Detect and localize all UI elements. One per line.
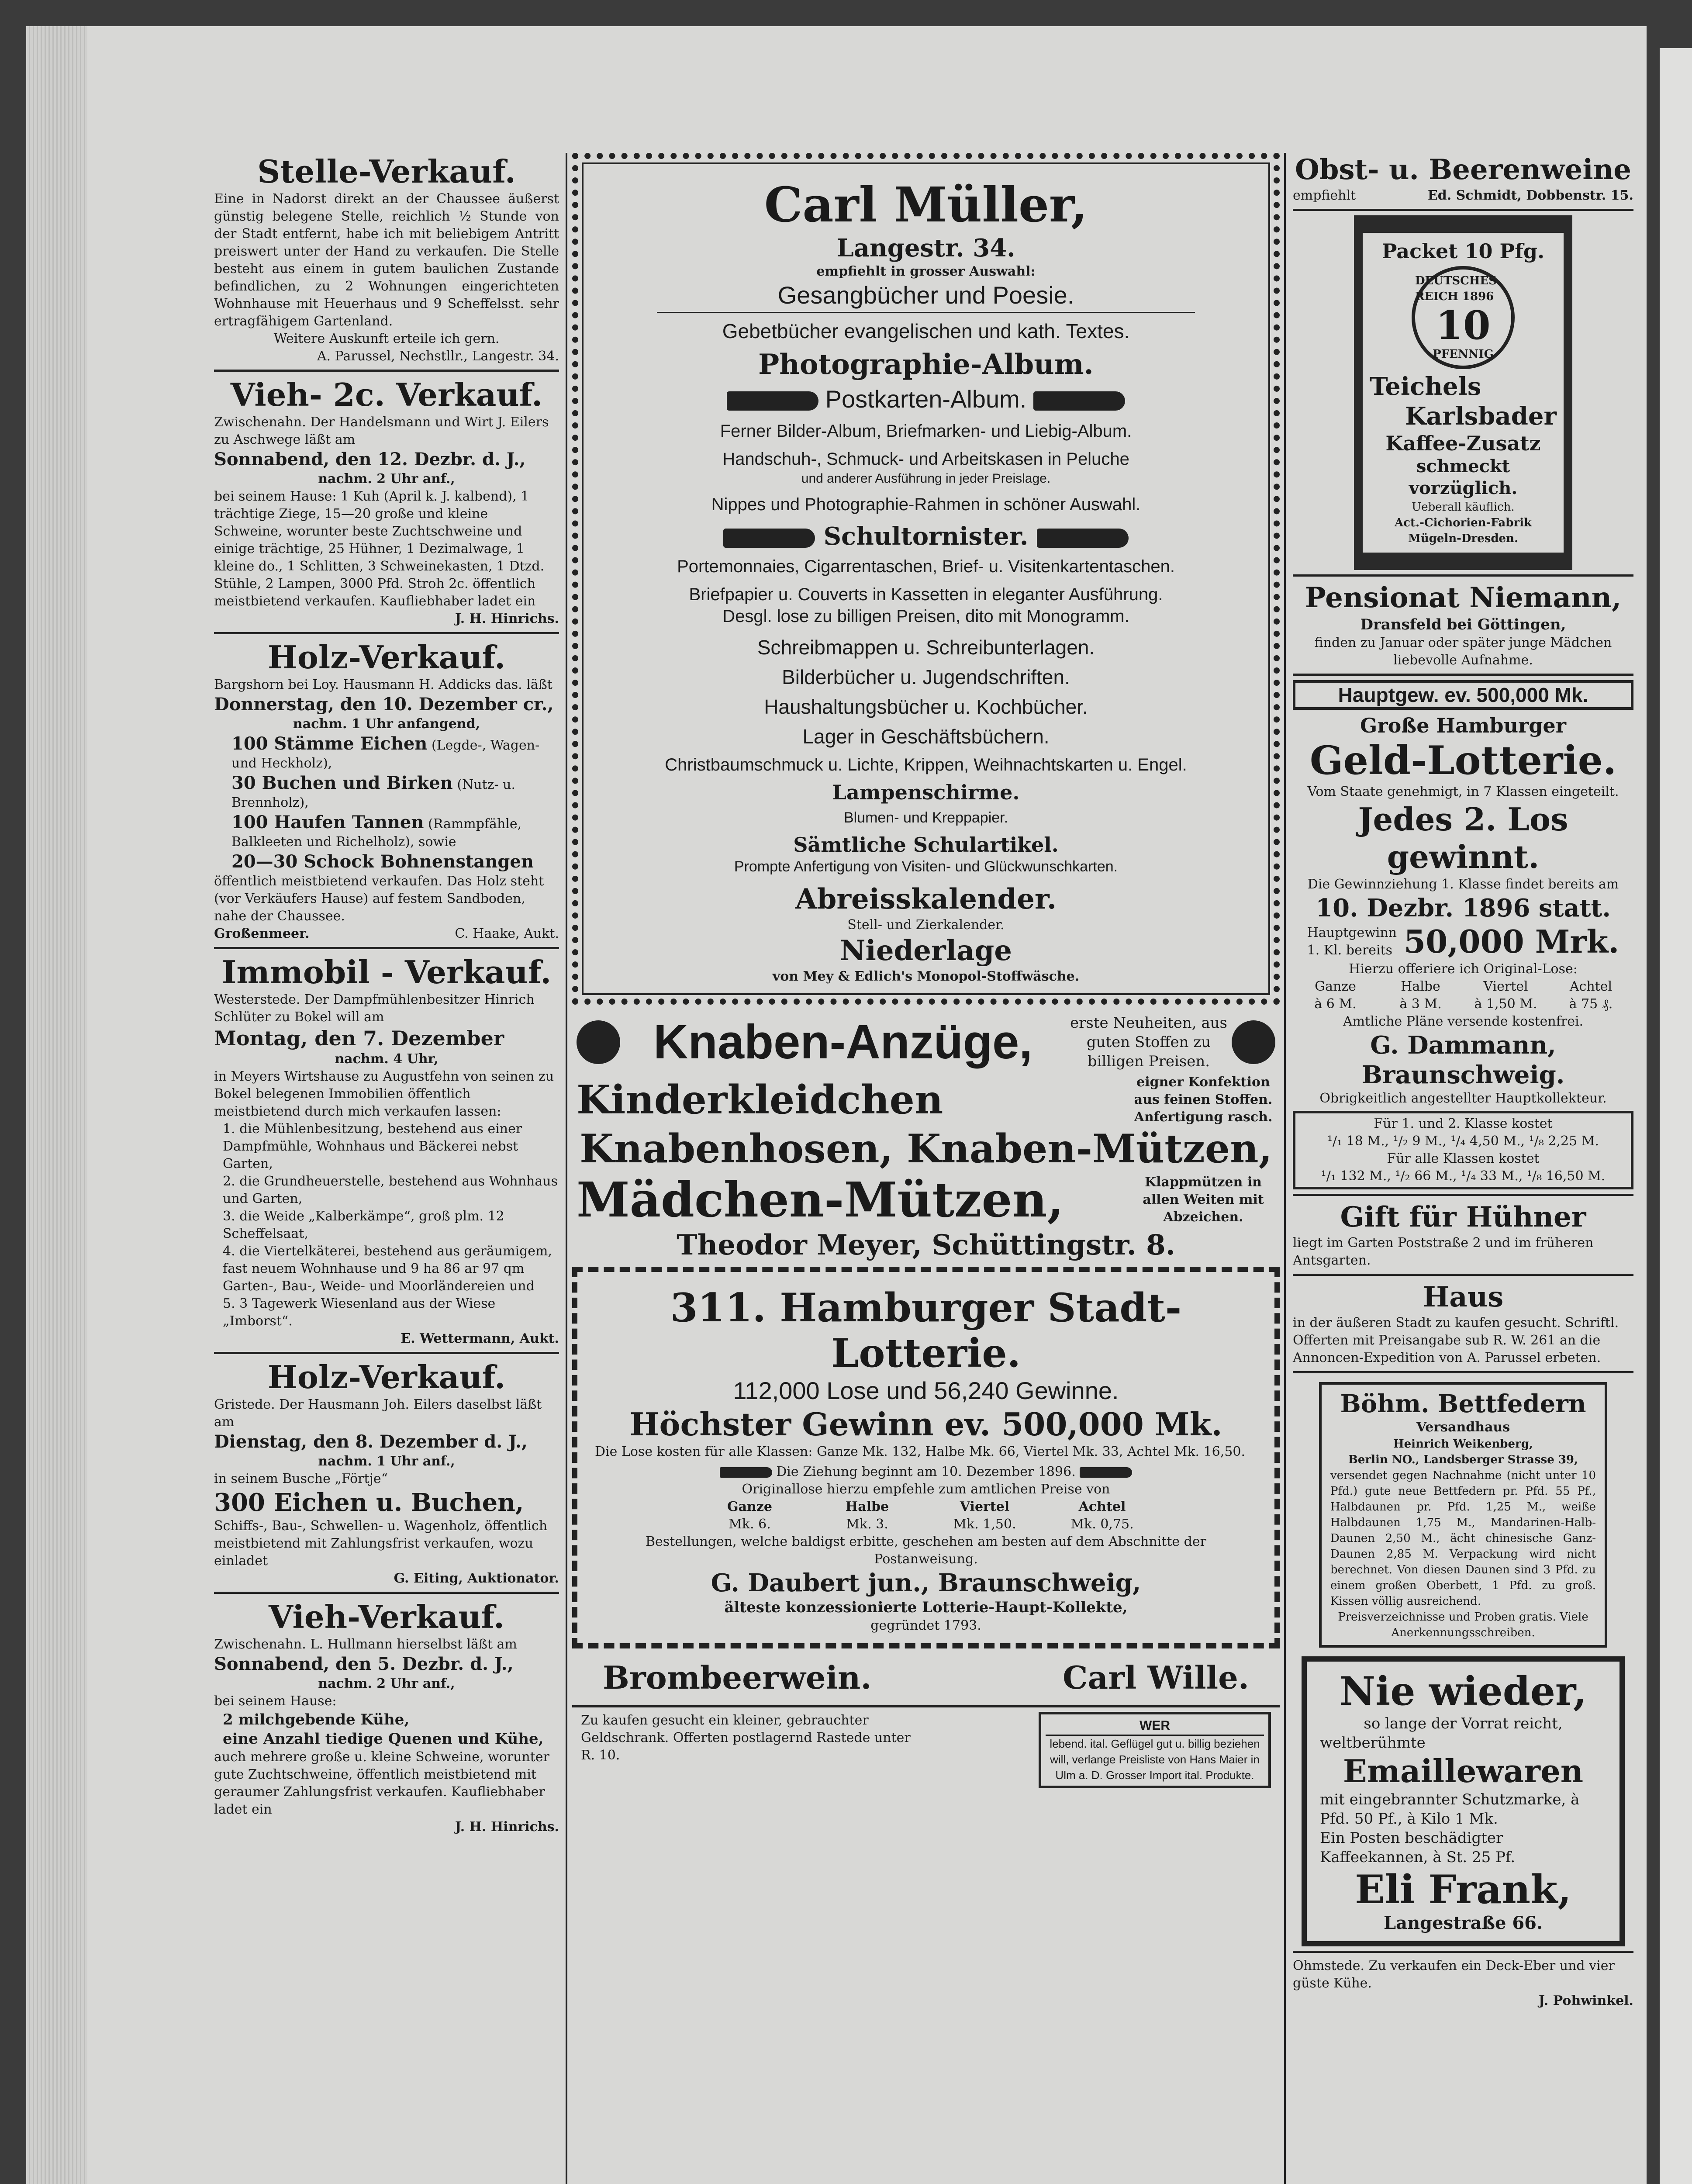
ad-geldschrank: Zu kaufen gesucht ein kleiner, gebrauchter Geldschrank. Offerten postlagernd Rastede unter R. 10. [581,1713,911,1763]
ad-subtitle: empfiehlt in grosser Auswahl: [816,264,1036,279]
ad-line: Act.-Cichorien-Fabrik Mügeln-Dresden. [1395,516,1532,545]
ad-signature: J. Pohwinkel. [1538,1993,1633,2008]
price-table-row [691,1516,1161,1533]
ad-body: versendet gegen Nachnahme (nicht unter 10 Pfd.) gute neue Bettfedern pr. Pfd. 55 Pf., Halbdaunen pr. Pfd. 1,25 M., weiße Halbdaunen 1,75 M., Mandarinen-Halb-Daunen 2,50 M., ächt chinesische Ganz-Daunen 2,85 M. Verpackung wird nicht berechnet. Von diesen Daunen sind 3 Pfd. zu einem großen Oberbett, 1 Pfd. zu groß. Kissen völlig ausreichend. [1330,1469,1596,1608]
ad-headline: Knaben-Anzüge, [653,1015,1032,1069]
ad-line: Lampenschirme. [832,781,1020,804]
table-cell: Ganze [1315,979,1356,994]
ad-headline: Emaillewaren [1343,1752,1584,1790]
ad-ohmstede [1293,1957,1633,2010]
ad-line: Handschuh-, Schmuck- und Arbeitskasen in Peluche [722,449,1129,469]
ad-banner: Packet 10 Pfg. [1381,239,1545,263]
lot-pines-detail: (Rammpfähle, Balkleeten und Richelholz), sowie [231,816,522,850]
ad-line: Für alle Klassen kostet [1387,1151,1540,1166]
price-box [1293,1111,1633,1189]
ad-carl-wille [572,1648,1280,1701]
divider [214,1352,559,1354]
ad-line: Portemonnaies, Cigarrentaschen, Brief- u. Visitenkartentaschen. [677,557,1175,576]
divider [1293,574,1633,577]
ad-line: Kaffee-Zusatz [1385,432,1541,455]
ad-headline: 50,000 Mrk. [1404,923,1619,960]
ad-pensionat-niemann [1293,581,1633,669]
item-list [214,1120,559,1330]
ad-note: Klappmützen in allen Weiten mit Abzeichen. [1143,1175,1264,1225]
price-table-row [1293,995,1633,1013]
ad-signature: J. H. Hinrichs. [455,611,559,626]
ad-hamburger-stadt-lotterie [572,1267,1280,1648]
ad-line: ¹/₁ 18 M., ¹/₂ 9 M., ¹/₄ 4,50 M., ¹/₈ 2,25 M. [1327,1133,1599,1149]
lot-beech: 30 Buchen und Birken [231,773,453,793]
ad-body: Ohmstede. Zu verkaufen ein Deck-Eber und vier güste Kühe. [1293,1958,1615,1991]
ad-headline: Knabenhosen, Knaben-Mützen, [580,1126,1272,1172]
table-cell: à 75 ₰. [1569,996,1613,1012]
ad-title: Haus [1423,1281,1504,1313]
ad-address: Langestr. 34. [836,234,1015,263]
ad-gift-fuer-huehner [1293,1200,1633,1269]
divider [572,1705,1280,1707]
ad-line: Stell- und Zierkalender. [847,917,1005,933]
ad-line: Niederlage [840,934,1012,967]
ad-title: Pensionat Niemann, [1305,581,1622,614]
list-item: 4. die Viertelkäterei, bestehend aus geräumigem, fast neuem Wohnhause und 9 ha 86 ar 97 qm Garten-, Bau-, Weide- und Moorländereien und [223,1244,552,1294]
ad-title: Holz-Verkauf. [267,1358,506,1396]
table-cell: Viertel [960,1499,1010,1514]
divider [214,632,559,634]
ad-title: Geld-Lotterie. [1309,737,1617,784]
table-cell: Halbe [845,1499,889,1514]
ad-date: Donnerstag, den 10. Dezember cr., [214,694,554,715]
ad-line: Teichels [1370,372,1481,401]
bullet-dot-icon [577,1020,620,1064]
ad-line: Schultornister. [823,522,1029,551]
ad-line: Ferner Bilder-Album, Briefmarken- und Liebig-Album. [720,422,1132,441]
lot-oaks: 100 Stämme Eichen [231,733,428,754]
table-cell: à 6 M. [1314,996,1357,1012]
table-cell: à 1,50 M. [1474,996,1537,1012]
divider [1293,1194,1633,1196]
ad-banner: Hauptgew. ev. 500,000 Mk. [1293,680,1633,710]
ad-signature: E. Wettermann, Aukt. [401,1331,559,1346]
next-page-edge [1660,48,1692,2184]
table-cell: Mk. 3. [846,1517,888,1532]
divider [1293,1371,1633,1373]
ad-firm-sub: älteste konzessionierte Lotterie-Haupt-Kollekte, [724,1599,1128,1616]
lot-heifers: eine Anzahl tiedige Quenen und Kühe, [223,1730,544,1748]
ad-title: Stelle-Verkauf. [257,153,516,190]
ad-date: Montag, den 7. Dezember [214,1026,504,1050]
column-rule-left [566,153,567,2184]
ad-firm-sub: Obrigkeitlich angestellter Hauptkollekteur. [1319,1091,1607,1106]
ad-line: Für 1. und 2. Klasse kostet [1374,1116,1553,1131]
ad-line: Bilderbücher u. Jugendschriften. [782,666,1070,688]
ad-line: Photographie-Album. [758,348,1094,381]
ad-line: weltberühmte [1320,1734,1426,1752]
divider [1293,209,1633,211]
ad-headline: Kinderkleidchen [577,1077,943,1123]
divider [657,312,1195,313]
ad-body: Eine in Nadorst direkt an der Chaussee äußerst günstig belegene Stelle, reichlich ½ Stunde von der Stadt entfernt, habe ich mit beliebigem Antritt preiswert unter der Hand zu verkaufen. Die Stelle besteht aus einem in gutem baulichen Zustande befindlichen, zu 2 Wohnungen eingerichteten Wohnhause mit Heuerhaus und 9 Scheffelsst. sehr ertragfähigem Gartenland. [214,191,559,329]
ad-line: schmeckt [1416,456,1510,477]
ad-place: Großenmeer. [214,926,310,941]
ad-firm: G. Daubert jun., Braunschweig, [711,1569,1141,1597]
ad-founded: gegründet 1793. [870,1618,981,1633]
ad-body: Die Lose kosten für alle Klassen: Ganze Mk. 132, Halbe Mk. 66, Viertel Mk. 33, Achtel Mk. 16,50. [595,1444,1245,1459]
pointing-hand-icon [1033,391,1125,411]
divider [1293,674,1633,676]
ad-line: Gesangbücher und Poesie. [777,281,1074,309]
ad-line: mit eingebrannter Schutzmarke, à Pfd. 50 Pf., à Kilo 1 Mk. [1320,1791,1580,1828]
ad-signature: G. Eiting, Auktionator. [394,1571,559,1586]
ad-lead: Westerstede. Der Dampfmühlenbesitzer Hinrich Schlüter zu Bokel will am [214,992,535,1025]
ad-headline: Jedes 2. Los gewinnt. [1358,801,1568,875]
ad-title: WER [1046,1717,1264,1736]
ad-title: Vieh- 2c. Verkauf. [230,376,543,413]
ad-headline: 300 Eichen u. Buchen, [214,1488,524,1517]
table-cell: Achtel [1569,979,1613,994]
ad-body: finden zu Januar oder später junge Mädchen liebevolle Aufnahme. [1314,635,1612,668]
divider [214,1592,559,1594]
ad-line: Vom Staate genehmigt, in 7 Klassen eingeteilt. [1307,784,1619,799]
table-cell: Achtel [1078,1499,1126,1514]
ad-title: Große Hamburger [1360,714,1566,737]
ad-lead: Zwischenahn. Der Handelsmann und Wirt J. Eilers zu Aschwege läßt am [214,415,549,447]
ad-time: nachm. 1 Uhr anf., [318,1454,455,1469]
table-cell: Halbe [1401,979,1440,994]
ad-boehm-bettfedern [1319,1382,1607,1648]
ad-signature: Theodor Meyer, Schüttingstr. 8. [677,1229,1175,1261]
ad-note: erste Neuheiten, aus guten Stoffen zu billigen Preisen. [1070,1014,1227,1070]
ad-body: lebend. ital. Geflügel gut u. billig beziehen will, verlange Preisliste von Hans Maier in Ulm a. D. Grosser Import ital. Produkte. [1050,1737,1260,1782]
list-item: 5. 3 Tagewerk Wiesenland aus der Wiese „Imborst“. [223,1296,496,1329]
seal-bottom: PFENNIG [1433,348,1494,361]
ad-line: Karlsbader [1405,402,1557,431]
lot-pines: 100 Haufen Tannen [231,812,424,833]
ad-place: Dransfeld bei Göttingen, [1360,616,1566,633]
ad-body: in der äußeren Stadt zu kaufen gesucht. Schriftl. Offerten mit Preisangabe sub R. W. 261 an die Annoncen-Expedition von A. Parussel erbeten. [1293,1315,1619,1365]
ad-body: bei seinem Hause: 1 Kuh (April k. J. kalbend), 1 trächtige Ziege, 15—20 große und kleine Schweine, worunter beste Zuchtschweine und einige trächtige, 25 Hühner, 1 Dezimalwage, 1 kleine do., 1 Schlitten, 3 Schweinekasten, 1 Dtzd. Stühle, 2 Lampen, 3000 Pfd. Stroh 2c. öffentlich meistbietend verkaufen. Kaufliebhaber ladet ein [214,489,545,609]
ad-signature: J. H. Hinrichs. [455,1819,559,1835]
ad-title: Immobil - Verkauf. [221,954,552,991]
ad-lead: empfiehlt [1293,188,1356,203]
ad-lead: Gristede. Der Hausmann Joh. Eilers daselbst läßt am [214,1397,542,1430]
pointing-hand-icon [723,529,815,548]
ad-signature: Ed. Schmidt, Dobbenstr. 15. [1427,188,1633,203]
bullet-dot-icon [1232,1020,1275,1064]
price-table-header [1293,978,1633,995]
ad-haus [1293,1280,1633,1367]
ad-date: Sonnabend, den 12. Dezbr. d. J., [214,449,526,470]
table-cell: Ganze [727,1499,772,1514]
right-column [1293,153,1633,2010]
ad-line: Nippes und Photographie-Rahmen in schöner Auswahl. [711,495,1141,514]
ad-body: Bestellungen, welche baldigst erbitte, geschehen am besten auf dem Abschnitte der Postanweisung. [646,1534,1206,1567]
ad-teichels-kaffee [1354,215,1572,570]
ad-wer-gefluegel [1039,1712,1271,1788]
divider [214,370,559,372]
list-item: 1. die Mühlenbesitzung, bestehend aus einer Dampfmühle, Wohnhaus und Bäckerei nebst Garten, [223,1121,522,1171]
ad-where: in seinem Busche „Förtje“ [214,1471,388,1486]
ad-line: Postkarten-Album. [825,385,1027,413]
seal-top: DEUTSCHES REICH 1896 [1415,274,1497,303]
ad-date: 10. Dezbr. 1896 statt. [1316,894,1611,923]
lot-oaks-detail: (Legde-, Wagen- und Heckholz), [231,738,540,771]
ad-line: Amtliche Pläne versende kostenfrei. [1343,1014,1584,1029]
ad-geld-lotterie [1293,680,1633,1189]
ad-lead: Bargshorn bei Loy. Hausmann H. Addicks das. läßt [214,677,552,692]
ad-time: nachm. 2 Uhr anf., [318,471,455,487]
pointing-hand-icon [1080,1467,1132,1478]
ad-lead: Zwischenahn. L. Hullmann hierselbst läßt am [214,1637,517,1652]
ad-title: 311. Hamburger Stadt-Lotterie. [670,1285,1182,1376]
ad-draw-date: Die Ziehung beginnt am 10. Dezember 1896. [776,1464,1076,1479]
ad-address: Langestraße 66. [1384,1913,1543,1933]
ad-signature: A. Parussel, Nechstllr., Langestr. 34. [317,349,559,364]
ad-date: Dienstag, den 8. Dezember d. J., [214,1431,528,1452]
ad-holz-verkauf-1 [214,639,559,943]
ad-holz-verkauf-2 [214,1358,559,1587]
divider [1293,1274,1633,1276]
ad-line: Schreibmappen u. Schreibunterlagen. [757,636,1095,659]
ad-body: öffentlich meistbietend verkaufen. Das Holz steht (vor Verkäufers Hause) auf festem Sandboden, nahe der Chaussee. [214,874,544,924]
ad-firm: G. Dammann, Braunschweig. [1361,1031,1565,1089]
ad-where: bei seinem Hause: [214,1693,337,1709]
ad-note: Originallose hierzu empfehle zum amtlichen Preise von [742,1482,1110,1497]
table-cell: Mk. 1,50. [953,1517,1016,1532]
ad-vieh-verkauf-1 [214,376,559,628]
pointing-hand-icon [720,1467,772,1478]
ad-line: Abreisskalender. [795,883,1057,916]
ad-body: in Meyers Wirtshause zu Augustfehn von seinen zu Bokel belegenen Immobilien öffentlich meistbietend durch mich verkaufen lassen: [214,1069,554,1119]
pointing-hand-icon [1037,529,1129,548]
table-cell: à 3 M. [1399,996,1442,1012]
divider [1293,1951,1633,1953]
divider [214,947,559,949]
ad-line: Christbaumschmuck u. Lichte, Krippen, Weihnachtskarten u. Engel. [665,755,1187,774]
ad-line: Die Gewinnziehung 1. Klasse findet bereits am [1307,877,1619,892]
ad-title: Obst- u. Beerenweine [1295,153,1631,186]
ad-eli-frank [1302,1656,1625,1946]
ad-line: von Mey & Edlich's Monopol-Stoffwäsche. [772,969,1080,984]
ad-line: Prompte Anfertigung von Visiten- und Glückwunschkarten. [734,858,1118,875]
ad-subtitle: Versandhaus [1416,1420,1510,1435]
ad-line: Desgl. lose zu billigen Preisen, dito mit Monogramm. [722,607,1129,626]
ad-stelle-verkauf [214,153,559,365]
ad-body: auch mehrere große u. kleine Schweine, worunter gute Zuchtschweine, öffentlich meistbietend mit geraumer Zahlungsfrist verkaufen. Kaufliebhaber ladet ein [214,1749,549,1817]
ad-title: Böhm. Bettfedern [1340,1389,1586,1418]
ad-signature: C. Haake, Aukt. [455,926,559,941]
lot-poles: 20—30 Schock Bohnenstangen [231,851,534,872]
pointing-hand-icon [727,391,818,411]
ad-date: Sonnabend, den 5. Dezbr. d. J., [214,1654,514,1674]
column-rule-right [1284,153,1286,2184]
ad-name: Eli Frank, [1355,1866,1571,1913]
ad-immobil-verkauf [214,954,559,1348]
ad-time: nachm. 4 Uhr, [335,1051,439,1067]
ad-headline: Mädchen-Mützen, [577,1171,1064,1228]
ad-title: Nie wieder, [1339,1668,1587,1714]
ad-line: Haushaltungsbücher u. Kochbücher. [764,695,1088,718]
center-column [572,153,1280,1788]
ad-theodor-meyer [572,1005,1280,1267]
ad-signature: Carl Wille. [1063,1659,1249,1696]
ad-line: Gebetbücher evangelischen und kath. Textes. [722,320,1130,342]
table-cell: Mk. 0,75. [1070,1517,1134,1532]
page-stack-edge [26,26,92,2184]
ad-line: so lange der Vorrat reicht, [1364,1715,1563,1732]
ad-line: Briefpapier u. Couverts in Kassetten in eleganter Ausführung. [689,585,1163,604]
ad-line: Sämtliche Schulartikel. [793,833,1059,857]
ad-body: liegt im Garten Poststraße 2 und im früheren Antsgarten. [1293,1235,1594,1268]
ad-line: Hauptgewinn [1307,925,1397,940]
ad-body: Schiffs-, Bau-, Schwellen- u. Wagenholz, öffentlich meistbietend mit Zahlungsfrist verkaufen, wozu einladet [214,1518,548,1569]
ad-subtitle: 112,000 Lose und 56,240 Gewinne. [733,1377,1119,1404]
seal-number: 10 [1436,302,1491,349]
ad-line: Blumen- und Kreppapier. [843,809,1008,826]
price-table-header [691,1498,1161,1516]
ad-product: Brombeerwein. [603,1659,872,1696]
ad-title: Gift für Hühner [1340,1201,1586,1234]
ad-line: Lager in Geschäftsbüchern. [802,725,1050,748]
list-item: 2. die Grundheuerstelle, bestehend aus Wohnhaus und Garten, [223,1174,558,1206]
ad-line: vorzüglich. [1409,478,1518,498]
ad-carl-mueller [572,153,1280,1005]
coin-seal-icon [1412,266,1515,369]
ad-line: ¹/₁ 132 M., ¹/₂ 66 M., ¹/₄ 33 M., ¹/₈ 16,50 M. [1321,1168,1606,1184]
left-column [214,153,559,1836]
lot-beech-detail: (Nutz- u. Brennholz), [231,777,515,810]
ad-line: Ein Posten beschädigter Kaffeekannen, à St. 25 Pf. [1320,1829,1516,1866]
ad-time: nachm. 2 Uhr anf., [318,1676,455,1691]
table-cell: Mk. 6. [729,1517,771,1532]
lot-cows: 2 milchgebende Kühe, [223,1711,410,1728]
ad-obst-beerenweine [1293,153,1633,204]
ad-name: Heinrich Weikenberg, [1393,1438,1533,1451]
ad-vieh-verkauf-2 [214,1598,559,1836]
ad-title: Carl Müller, [764,176,1088,233]
ad-time: nachm. 1 Uhr anfangend, [293,716,480,732]
ad-footer: Preisverzeichnisse und Proben gratis. Viele Anerkennungsschreiben. [1338,1610,1588,1639]
ad-headline: Höchster Gewinn ev. 500,000 Mk. [629,1406,1222,1443]
ad-line: und anderer Ausführung in jeder Preislage. [801,471,1051,486]
list-item: 3. die Weide „Kalberkämpe“, groß plm. 12 Scheffelsaat, [223,1209,504,1241]
ad-line: 1. Kl. bereits [1307,943,1392,958]
ad-line: Ueberall käuflich. [1412,501,1515,514]
ad-title: Vieh-Verkauf. [268,1598,505,1635]
ad-address: Berlin NO., Landsberger Strasse 39, [1348,1453,1578,1466]
table-cell: Viertel [1483,979,1528,994]
ad-note: Weitere Auskunft erteile ich gern. [273,331,500,346]
ad-title: Holz-Verkauf. [267,639,506,676]
ad-note: eigner Konfektion aus feinen Stoffen. Anfertigung rasch. [1134,1075,1273,1125]
ad-line: Hierzu offeriere ich Original-Lose: [1349,961,1578,977]
